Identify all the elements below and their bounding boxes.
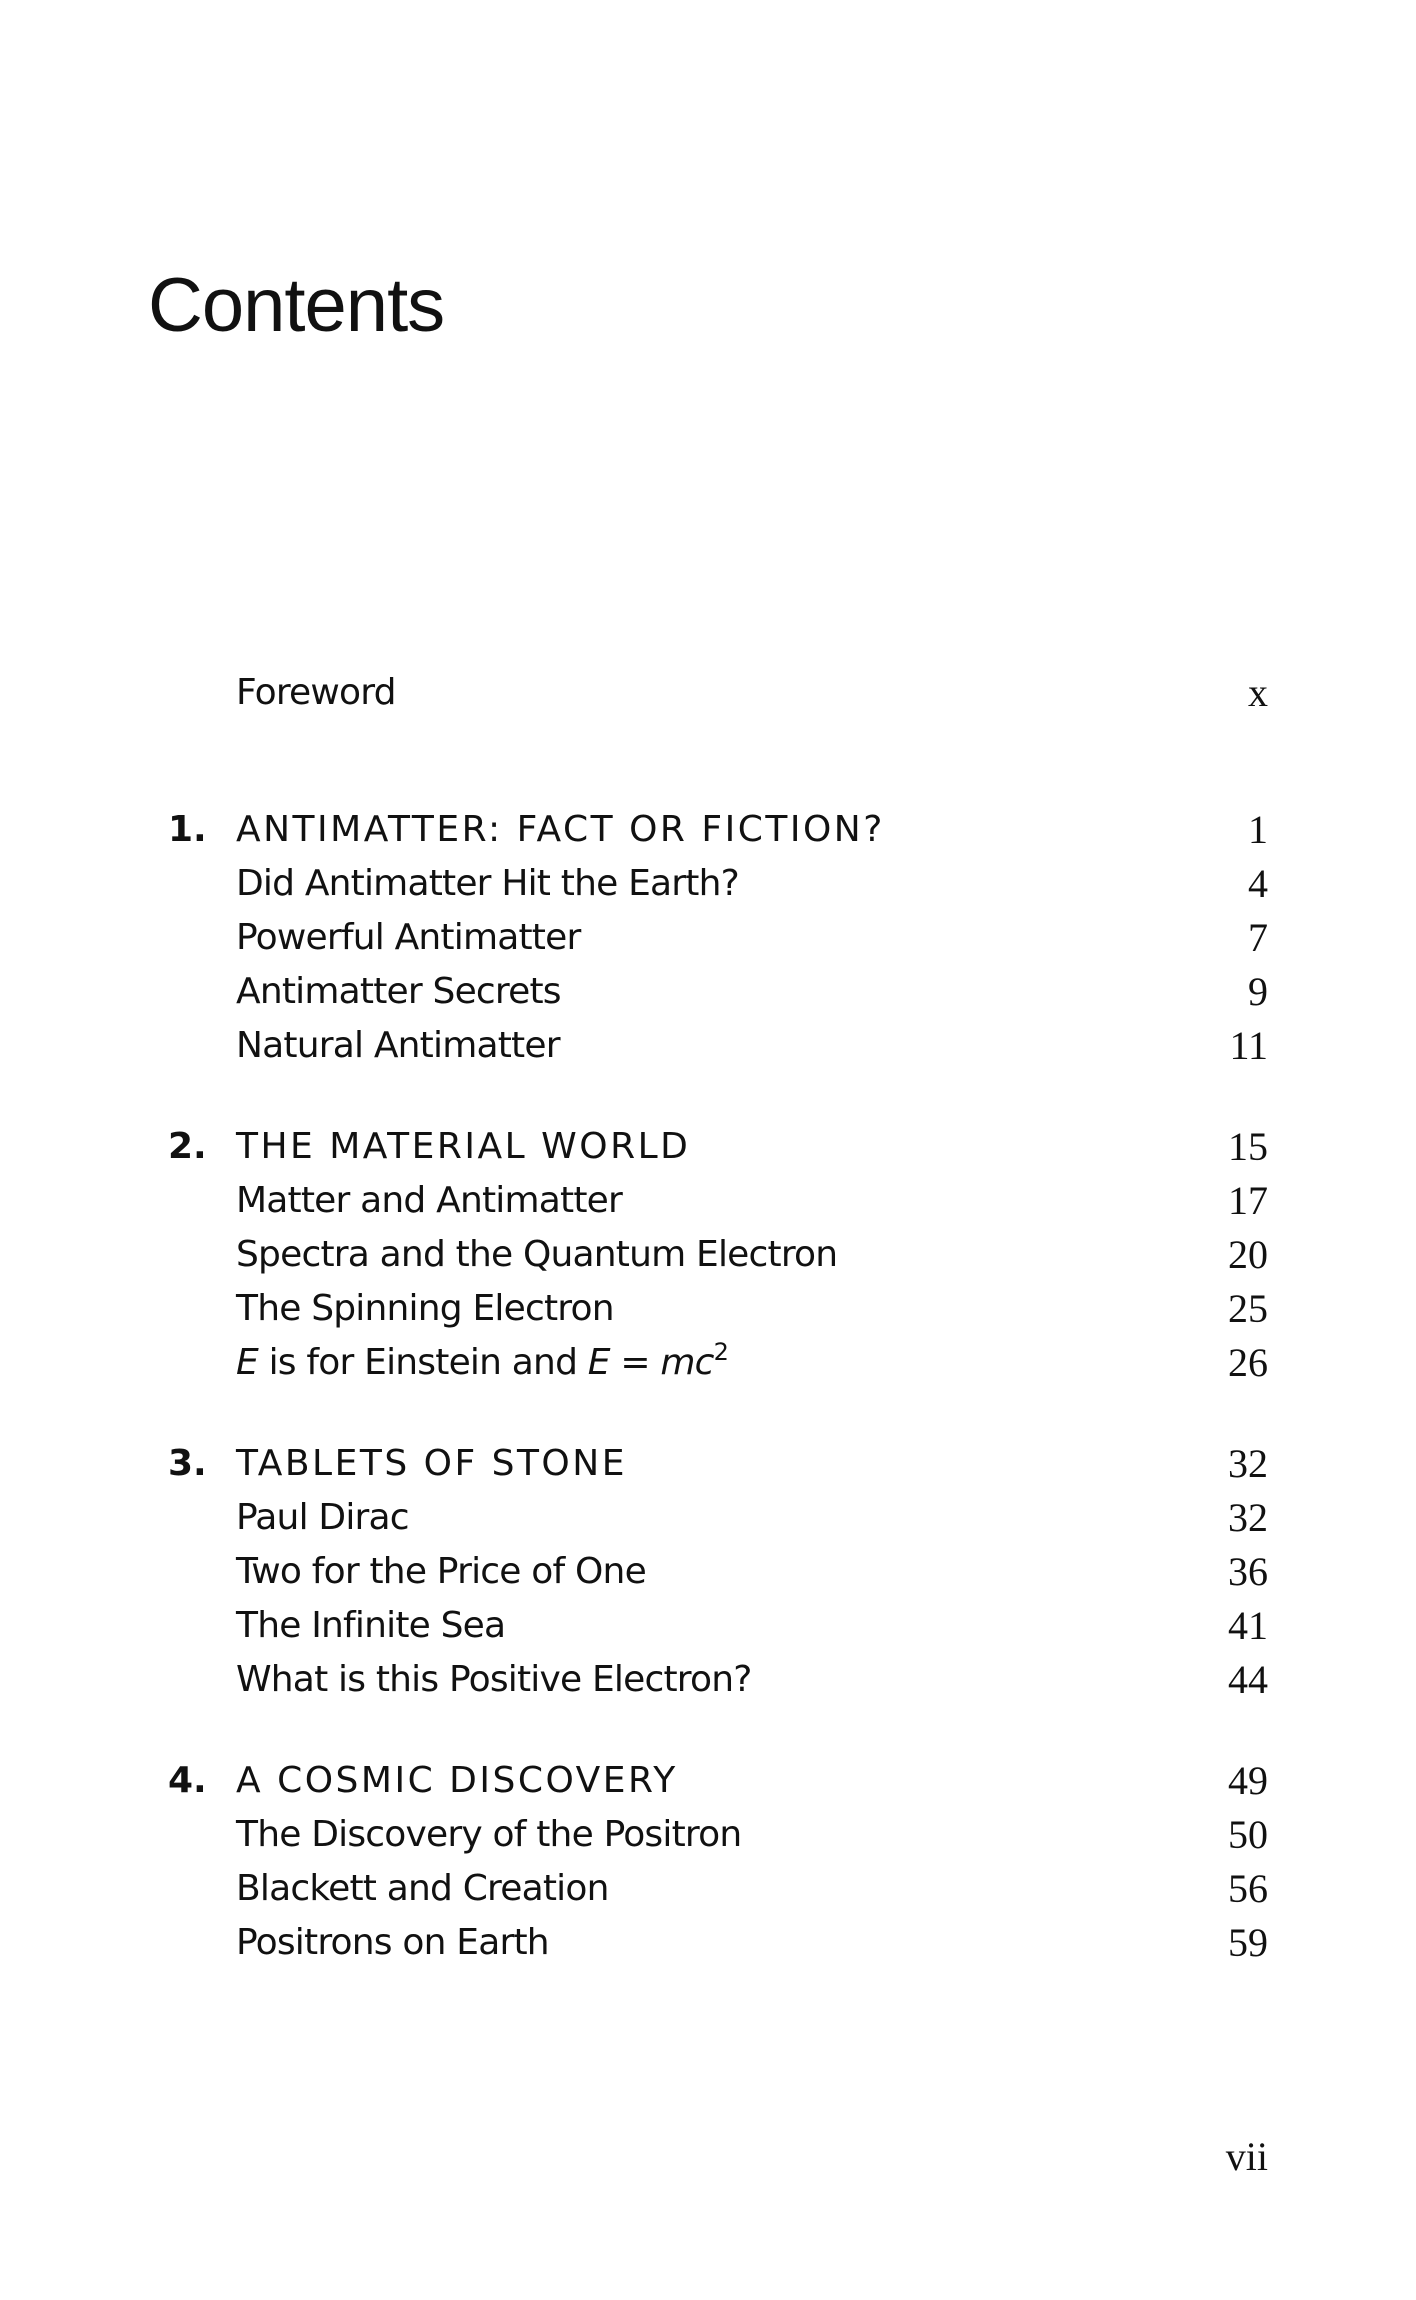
exponent: 2 bbox=[713, 1338, 729, 1366]
toc-chapter-4[interactable] bbox=[0, 1754, 1416, 1808]
toc-entry-page: 32 bbox=[1228, 1441, 1268, 1486]
toc-section[interactable] bbox=[0, 1174, 1416, 1228]
section-title: Antimatter Secrets bbox=[236, 971, 561, 1012]
section-title: The Spinning Electron bbox=[236, 1288, 614, 1329]
toc-chapter-2[interactable] bbox=[0, 1120, 1416, 1174]
toc-section[interactable] bbox=[0, 1916, 1416, 1970]
toc-entry-page: 17 bbox=[1228, 1178, 1268, 1223]
chapter-number: 3. bbox=[168, 1443, 207, 1484]
chapter-title: THE MATERIAL WORLD bbox=[236, 1126, 691, 1167]
toc-section[interactable] bbox=[0, 1653, 1416, 1707]
section-title: What is this Positive Electron? bbox=[236, 1659, 752, 1700]
section-title-text: is for Einstein and bbox=[257, 1342, 588, 1383]
section-title: Natural Antimatter bbox=[236, 1025, 560, 1066]
toc-section[interactable] bbox=[0, 1336, 1416, 1390]
variable-e: E bbox=[587, 1342, 610, 1383]
toc-entry-page: 59 bbox=[1228, 1920, 1268, 1965]
section-title: The Infinite Sea bbox=[236, 1605, 506, 1646]
toc-entry-page: 49 bbox=[1228, 1758, 1268, 1803]
toc-section[interactable] bbox=[0, 1228, 1416, 1282]
toc-entry-page: 25 bbox=[1228, 1286, 1268, 1331]
equals-sign: = bbox=[609, 1342, 661, 1383]
page-number: vii bbox=[1225, 2134, 1268, 2179]
toc-entry-page: 1 bbox=[1248, 807, 1268, 852]
variable-e: E bbox=[236, 1342, 258, 1383]
toc-entry-page: 7 bbox=[1248, 915, 1268, 960]
toc-entry-page: 32 bbox=[1228, 1495, 1268, 1540]
toc-section[interactable] bbox=[0, 1019, 1416, 1073]
toc-entry-label: Foreword bbox=[236, 672, 396, 713]
chapter-title: A COSMIC DISCOVERY bbox=[236, 1760, 678, 1801]
toc-section[interactable] bbox=[0, 1491, 1416, 1545]
page-title: Contents bbox=[148, 263, 445, 348]
chapter-number: 4. bbox=[168, 1760, 207, 1801]
toc-entry-page: 26 bbox=[1228, 1340, 1268, 1385]
variable-mc: mc bbox=[660, 1342, 714, 1383]
toc-entry-page: 9 bbox=[1248, 969, 1268, 1014]
toc-section[interactable] bbox=[0, 1545, 1416, 1599]
section-title: Spectra and the Quantum Electron bbox=[236, 1234, 838, 1275]
toc-chapter-3[interactable] bbox=[0, 1437, 1416, 1491]
toc-section[interactable] bbox=[0, 1808, 1416, 1862]
section-title: Powerful Antimatter bbox=[236, 917, 581, 958]
toc-entry-page: 56 bbox=[1228, 1866, 1268, 1911]
toc-section[interactable] bbox=[0, 857, 1416, 911]
chapter-title: ANTIMATTER: FACT OR FICTION? bbox=[236, 809, 885, 850]
section-title: Did Antimatter Hit the Earth? bbox=[236, 863, 739, 904]
toc-section[interactable] bbox=[0, 1599, 1416, 1653]
toc-entry-foreword[interactable] bbox=[0, 666, 1416, 720]
toc-entry-page: 20 bbox=[1228, 1232, 1268, 1277]
section-title bbox=[236, 1336, 728, 1390]
section-title: Matter and Antimatter bbox=[236, 1180, 622, 1221]
toc-entry-page: 4 bbox=[1248, 861, 1268, 906]
section-title: Paul Dirac bbox=[236, 1497, 409, 1538]
toc-entry-page: 11 bbox=[1229, 1023, 1268, 1068]
toc-entry-page: 41 bbox=[1228, 1603, 1268, 1648]
toc-section[interactable] bbox=[0, 911, 1416, 965]
toc-entry-page: 15 bbox=[1228, 1124, 1268, 1169]
section-title: The Discovery of the Positron bbox=[236, 1814, 742, 1855]
toc-chapter-1[interactable] bbox=[0, 803, 1416, 857]
toc-section[interactable] bbox=[0, 965, 1416, 1019]
toc-entry-page: 50 bbox=[1228, 1812, 1268, 1857]
toc-section[interactable] bbox=[0, 1862, 1416, 1916]
section-title: Two for the Price of One bbox=[236, 1551, 646, 1592]
chapter-number: 2. bbox=[168, 1126, 207, 1167]
toc-entry-page: 36 bbox=[1228, 1549, 1268, 1594]
chapter-title: TABLETS OF STONE bbox=[236, 1443, 627, 1484]
toc-entry-page: 44 bbox=[1228, 1657, 1268, 1702]
section-title: Blackett and Creation bbox=[236, 1868, 609, 1909]
toc-section[interactable] bbox=[0, 1282, 1416, 1336]
section-title: Positrons on Earth bbox=[236, 1922, 549, 1963]
toc-entry-page: x bbox=[1248, 670, 1268, 715]
chapter-number: 1. bbox=[168, 809, 207, 850]
